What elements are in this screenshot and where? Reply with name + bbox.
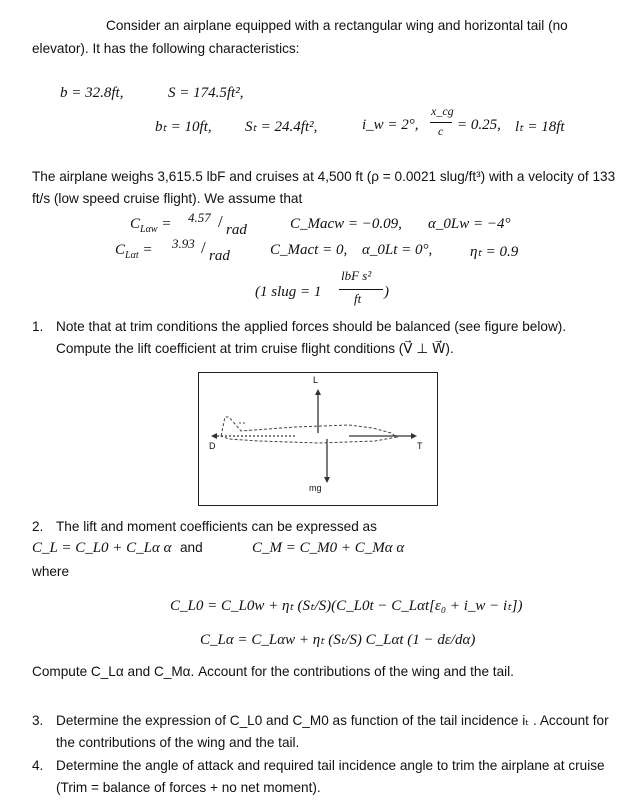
- airplane-outline: [221, 417, 397, 443]
- drag-arrowhead: [211, 433, 217, 439]
- slug-lhs: (1 slug = 1: [255, 284, 322, 300]
- weight-arrowhead: [324, 477, 330, 483]
- param-xcg-denominator: c: [438, 124, 444, 138]
- claw-symbol: $C_{L\alpha w}$ =: [130, 216, 172, 235]
- item-text: Determine the angle of attack and required tail incidence angle to trim the airplane at cruise (Trim = balance of forces + no net moment).: [56, 758, 605, 795]
- lift-label: L: [313, 375, 319, 385]
- list-item: [32, 316, 622, 360]
- drag-label: D: [209, 441, 216, 451]
- cmacw: C_Macw = −0.09,: [290, 216, 402, 232]
- slash: /: [201, 238, 206, 257]
- thrust-label: T: [417, 441, 423, 451]
- list-item: [32, 516, 622, 538]
- claw-value: 4.57: [188, 210, 211, 225]
- cl0-equation: C_L0 = C_L0w + ηₜ (Sₜ/S)(C_L0t − C_Lαt[ε₀ + i_w − iₜ]): [170, 598, 523, 614]
- fraction-bar: [339, 289, 383, 290]
- slash: /: [218, 212, 223, 231]
- item-text: Determine the expression of C_L0 and C_M0 as function of the tail incidence iₜ . Account for the contributions of the wing and the tail.: [56, 713, 609, 750]
- eta-t: ηₜ = 0.9: [470, 244, 519, 260]
- param-tail-area: Sₜ = 24.4ft²,: [245, 119, 318, 135]
- item-text: Note that at trim conditions the applied forces should be balanced (see figure below). Compute the lift coefficient at trim cruise flight conditions (V⃗ ⊥ W⃗).: [56, 319, 567, 356]
- list-item: [32, 755, 622, 799]
- item-text: The lift and moment coefficients can be expressed as: [56, 519, 377, 534]
- moment-coefficient-equation: C_M = C_M0 + C_Mα α: [252, 540, 405, 556]
- where-text: where: [32, 564, 70, 579]
- claw-unit: rad: [226, 222, 247, 238]
- slug-rhs: ): [384, 284, 389, 300]
- slug-numerator: lbF s²: [341, 268, 372, 283]
- item-number: 2.: [32, 519, 44, 534]
- a0lt: α_0Lt = 0°,: [362, 242, 433, 258]
- item-number: 3.: [32, 713, 44, 728]
- thrust-arrowhead: [411, 433, 417, 439]
- lift-coefficient-equation: C_L = C_L0 + C_Lα α: [32, 540, 172, 556]
- param-tail-span: bₜ = 10ft,: [155, 119, 212, 135]
- param-wing-incidence: i_w = 2°,: [362, 117, 419, 133]
- compute-text: Compute C_Lα and C_Mα. Account for the contributions of the wing and the tail.: [32, 664, 514, 679]
- clat-symbol: $C_{L\alpha t}$ =: [115, 242, 153, 261]
- weight-text: The airplane weighs 3,615.5 lbF and cruises at 4,500 ft (ρ = 0.0021 slug/ft³) with a velocity of 133 ft/s (low speed cruise flight). We assume that: [32, 169, 616, 206]
- intro-text: Consider an airplane equipped with a rectangular wing and horizontal tail (no elevator). It has the following characteristics:: [32, 18, 568, 56]
- list-item: [32, 710, 622, 754]
- param-xcg-numerator: x_cg: [431, 104, 454, 118]
- fraction-bar: [430, 122, 452, 123]
- clat-value: 3.93: [172, 236, 195, 251]
- slug-denominator: ft: [354, 291, 362, 306]
- item-number: 4.: [32, 758, 44, 773]
- item-number: 1.: [32, 319, 44, 334]
- param-wing-area: S = 174.5ft²,: [168, 85, 244, 101]
- free-body-diagram: [198, 372, 438, 506]
- param-xcg-value: = 0.25,: [457, 117, 501, 133]
- clat-unit: rad: [209, 248, 230, 264]
- cla-equation: C_Lα = C_Lαw + ηₜ (Sₜ/S) C_Lαt (1 − dε/dα): [200, 632, 476, 648]
- param-tail-arm: lₜ = 18ft: [515, 119, 565, 135]
- param-span: b = 32.8ft,: [60, 85, 124, 101]
- lift-arrowhead: [315, 389, 321, 395]
- a0lw: α_0Lw = −4°: [428, 216, 511, 232]
- and-text: and: [180, 540, 203, 555]
- weight-label: mg: [309, 483, 322, 493]
- cmact: C_Mact = 0,: [270, 242, 348, 258]
